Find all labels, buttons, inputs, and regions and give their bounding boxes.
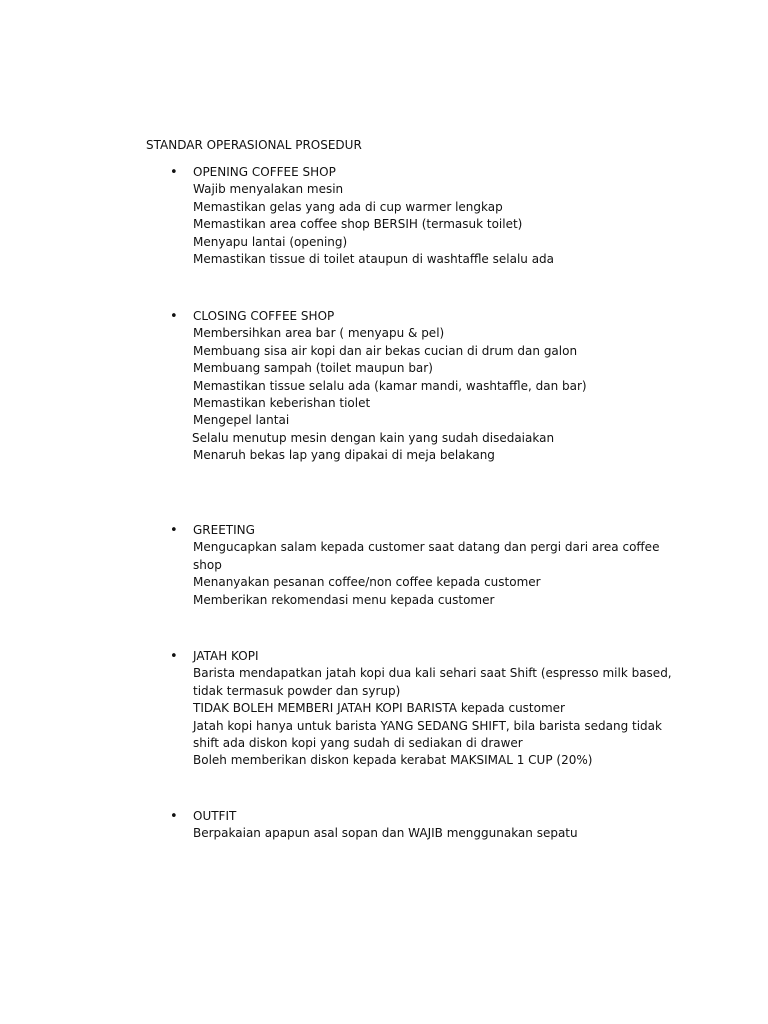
list-item: Memastikan gelas yang ada di cup warmer lengkap <box>193 199 503 214</box>
list-item: Mengucapkan salam kepada customer saat datang dan pergi dari area coffee <box>193 540 660 555</box>
bullet-icon: • <box>170 809 178 824</box>
list-item: Mengepel lantai <box>193 413 290 428</box>
list-item: Menyapu lantai (opening) <box>193 234 348 249</box>
section-heading: OUTFIT <box>193 809 237 823</box>
list-item: Menanyakan pesanan coffee/non coffee kepada customer <box>193 575 541 590</box>
list-item: Membersihkan area bar ( menyapu & pel) <box>193 326 445 341</box>
section-heading: CLOSING COFFEE SHOP <box>193 309 335 323</box>
list-item: Selalu menutup mesin dengan kain yang sudah disedaiakan <box>192 430 555 445</box>
bullet-icon: • <box>170 309 178 324</box>
section-heading: GREETING <box>193 523 255 537</box>
document-title: STANDAR OPERASIONAL PROSEDUR <box>146 138 362 152</box>
section-lines <box>193 665 672 769</box>
bullet-icon: • <box>170 523 178 538</box>
list-item: Membuang sampah (toilet maupun bar) <box>193 361 433 376</box>
bullet-icon: • <box>170 165 178 180</box>
bullet-icon: • <box>170 649 178 664</box>
list-item: tidak termasuk powder dan syrup) <box>193 683 401 698</box>
section-lines <box>193 825 663 842</box>
list-item: Wajib menyalakan mesin <box>193 182 344 197</box>
list-item: Menaruh bekas lap yang dipakai di meja belakang <box>193 448 495 463</box>
list-item: Berpakaian apapun asal sopan dan WAJIB menggunakan sepatu <box>193 826 578 841</box>
section-lines <box>193 325 663 464</box>
list-item: Memberikan rekomendasi menu kepada customer <box>193 592 495 607</box>
section-heading: JATAH KOPI <box>193 649 259 663</box>
list-item: shift ada diskon kopi yang sudah di sediakan di drawer <box>193 736 523 751</box>
list-item: Memastikan area coffee shop BERSIH (termasuk toilet) <box>193 217 523 232</box>
list-item: shop <box>193 557 222 572</box>
list-item: Boleh memberikan diskon kepada kerabat MAKSIMAL 1 CUP (20%) <box>193 753 593 768</box>
section-lines <box>193 539 663 609</box>
list-item: Memastikan tissue di toilet ataupun di washtaffle selalu ada <box>193 252 555 267</box>
list-item: Memastikan keberishan tiolet <box>193 396 371 411</box>
list-item: Barista mendapatkan jatah kopi dua kali sehari saat Shift (espresso milk based, <box>193 666 672 681</box>
list-item: Membuang sisa air kopi dan air bekas cucian di drum dan galon <box>193 343 578 358</box>
section-heading: OPENING COFFEE SHOP <box>193 165 336 179</box>
list-item: TIDAK BOLEH MEMBERI JATAH KOPI BARISTA kepada customer <box>193 701 565 716</box>
list-item: Memastikan tissue selalu ada (kamar mandi, washtaffle, dan bar) <box>193 378 587 393</box>
list-item: Jatah kopi hanya untuk barista YANG SEDANG SHIFT, bila barista sedang tidak <box>193 718 662 733</box>
section-lines <box>193 181 663 268</box>
